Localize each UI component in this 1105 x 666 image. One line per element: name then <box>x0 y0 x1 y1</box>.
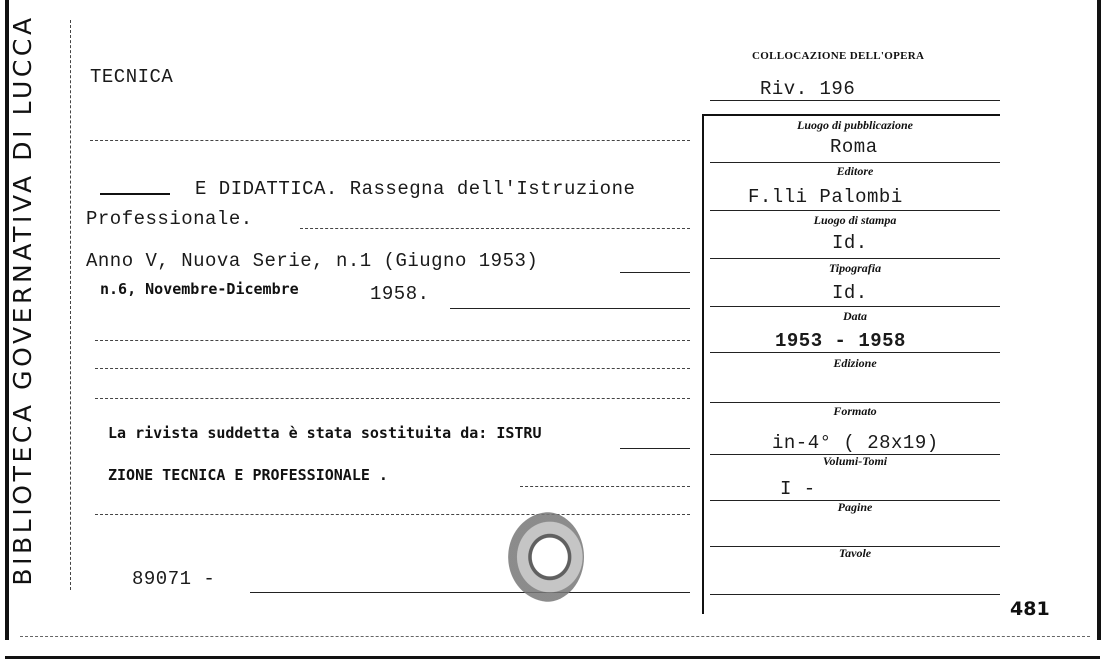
panel-left-border <box>702 114 704 614</box>
note-line-1: La rivista suddetta è stata sostituita da: ISTRU <box>108 424 542 442</box>
field-value-tipografia: Id. <box>832 282 868 304</box>
field-value-volumi-tomi: I - <box>780 478 816 500</box>
title-line-2: Professionale. <box>86 208 253 230</box>
issue-year: 1958. <box>370 283 430 305</box>
field-value-data: 1953 - 1958 <box>775 330 906 352</box>
corner-number: 481 <box>1010 598 1050 620</box>
margin-rule <box>70 20 71 590</box>
title-rule <box>90 140 690 141</box>
inventory-rule <box>250 592 690 593</box>
library-stamp: BIBLIOTECA GOVERNATIVA DI LUCCA <box>8 14 37 586</box>
note-line-2: ZIONE TECNICA E PROFESSIONALE . <box>108 466 388 484</box>
field-line <box>710 352 1000 353</box>
field-line <box>710 402 1000 403</box>
card-right-border <box>1097 0 1101 640</box>
field-value-luogo-stampa: Id. <box>832 232 868 254</box>
title-line-1: E DIDATTICA. Rassegna dell'Istruzione <box>195 178 636 200</box>
subject-heading: TECNICA <box>90 66 174 88</box>
field-label-luogo-pubblicazione: Luogo di pubblicazione <box>796 118 913 132</box>
inventory-number: 89071 - <box>132 568 216 590</box>
issue-line-2: n.6, Novembre-Dicembre <box>100 280 299 298</box>
field-value-formato: in-4° ( 28x19) <box>772 432 939 454</box>
field-label-editore: Editore <box>836 164 874 178</box>
issue-line-1-rule <box>620 272 690 273</box>
field-line <box>710 306 1000 307</box>
collocazione-heading: COLLOCAZIONE DELL'OPERA <box>752 50 925 62</box>
field-label-pagine: Pagine <box>837 500 873 514</box>
field-line <box>710 258 1000 259</box>
field-label-edizione: Edizione <box>833 356 877 370</box>
shelfmark: Riv. 196 <box>760 78 856 100</box>
field-label-tipografia: Tipografia <box>828 261 882 275</box>
field-label-formato: Formato <box>833 404 877 418</box>
panel-top-border <box>702 114 1000 116</box>
field-line <box>710 594 1000 595</box>
note-underline <box>620 448 690 449</box>
ruled-line <box>95 368 690 369</box>
stamp-mark <box>508 512 584 602</box>
field-value-editore: F.lli Palombi <box>748 186 903 208</box>
field-label-data: Data <box>843 309 867 323</box>
field-value-luogo-pubblicazione: Roma <box>830 136 878 158</box>
ruled-line <box>95 514 690 515</box>
shelfmark-line <box>710 100 1000 101</box>
title-line-2-rule <box>300 228 690 229</box>
field-label-tavole: Tavole <box>838 546 872 560</box>
field-label-luogo-stampa: Luogo di stampa <box>813 213 897 227</box>
issue-line-2-rule <box>450 308 690 309</box>
title-dash-mark <box>100 193 170 195</box>
note-line-2-rule <box>520 486 690 487</box>
card-bottom-border <box>5 656 1100 659</box>
field-label-volumi-tomi: Volumi-Tomi <box>822 454 888 468</box>
field-line <box>710 162 1000 163</box>
issue-line-1: Anno V, Nuova Serie, n.1 (Giugno 1953) <box>86 250 539 272</box>
field-line <box>710 210 1000 211</box>
card-bottom-dashes <box>20 636 1090 637</box>
ruled-line <box>95 398 690 399</box>
ruled-line <box>95 340 690 341</box>
